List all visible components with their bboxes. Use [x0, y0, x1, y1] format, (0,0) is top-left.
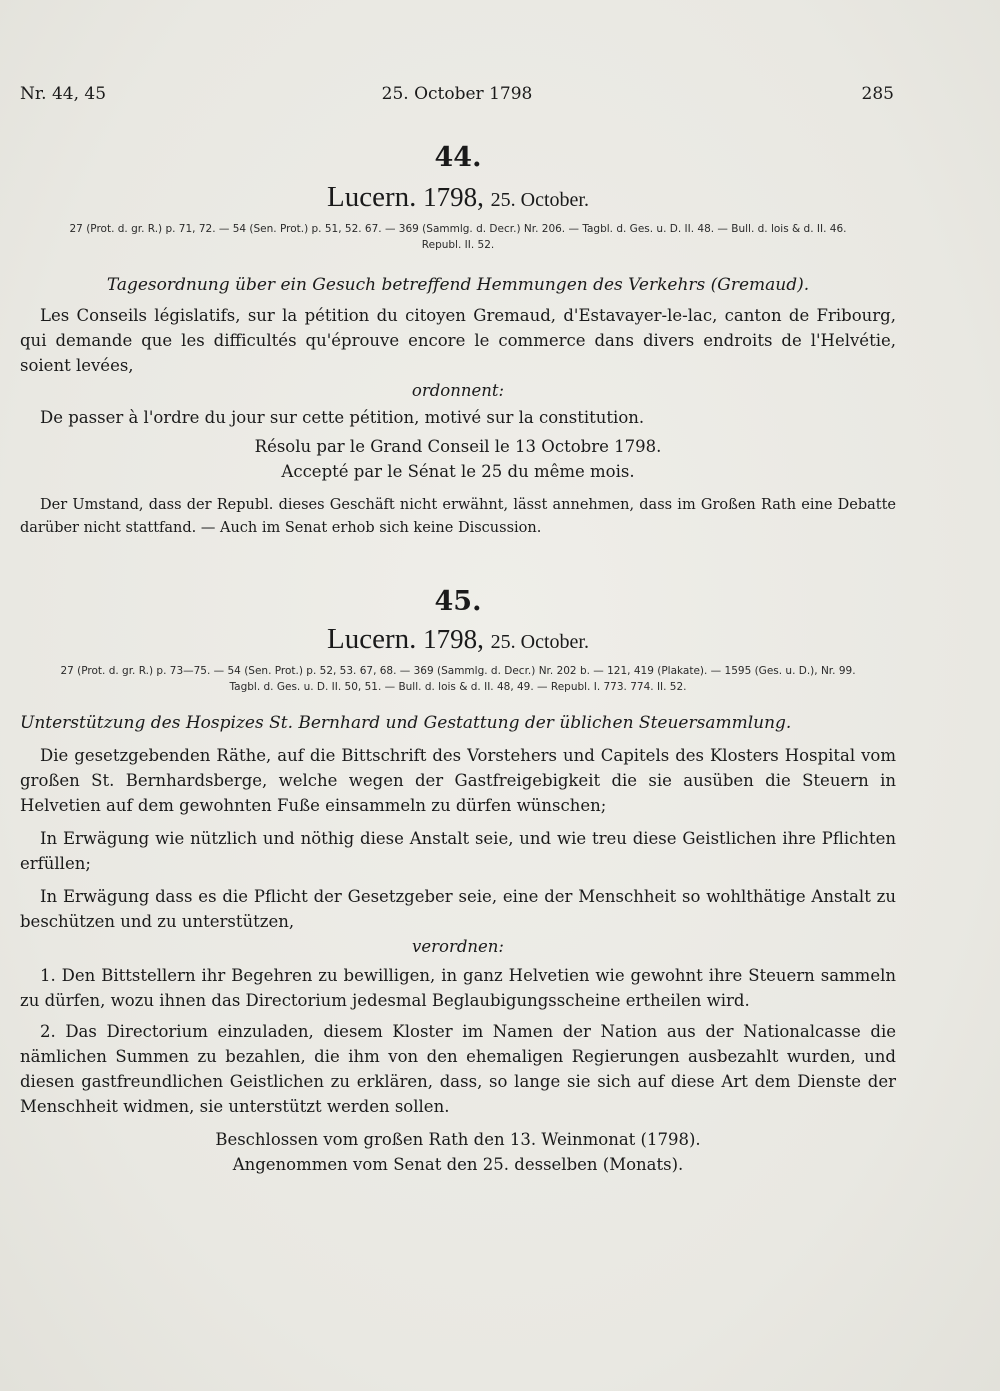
- document-subject: Tagesordnung über ein Gesuch betreffend Hemmungen des Verkehrs (Gremaud).: [106, 275, 810, 295]
- source-references: [20, 221, 896, 253]
- document-number: 44.: [434, 142, 482, 173]
- document-subject: Unterstützung des Hospizes St. Bernhard und Gestattung der üblichen Steuersammlung.: [20, 713, 792, 733]
- header-date: 25. October 1798: [381, 84, 533, 104]
- decree-item: 1. Den Bittstellern ihr Begehren zu bewilligen, in ganz Helvetien wie gewohnt ihre Steuern sammeln zu dürfen, wozu ihnen das Directorium jedesmal Beglaubigungsscheine ertheilen wird.: [20, 966, 896, 1010]
- references-line: Tagbl. d. Ges. u. D. II. 50, 51. — Bull. d. lois & d. II. 48, 49. — Republ. I. 773. 774. II. 52.: [229, 681, 687, 693]
- header-document-numbers: Nr. 44, 45: [20, 84, 107, 104]
- header-page-number: 285: [861, 84, 894, 104]
- title-date: 25. October.: [490, 189, 589, 211]
- title-date: 25. October.: [490, 631, 589, 653]
- references-line: 27 (Prot. d. gr. R.) p. 73—75. — 54 (Sen. Prot.) p. 52, 53. 67, 68. — 369 (Sammlg. d. Decr.) Nr. 202 b. — 121, 419 (Plakate). — 1595 (Ges. u. D.), Nr. 99.: [60, 665, 856, 677]
- body-paragraph: Die gesetzgebenden Räthe, auf die Bittschrift des Vorstehers und Capitels des Klosters Hospital vom großen St. Bernhardsberge, welche wegen der Gastfreigebigkeit die sie ausüben die Steuern in Helvetien auf dem gewohnten Fuße einsammeln zu dürfen wünschen;: [20, 746, 896, 815]
- decree-keyword: ordonnent:: [411, 381, 505, 400]
- body-paragraph: Les Conseils législatifs, sur la pétition du citoyen Gremaud, d'Estavayer-le-lac, canton de Fribourg, qui demande que les difficultés qu'éprouve encore le commerce dans divers endroits de l'Helvétie, soient levées,: [20, 306, 896, 375]
- source-references: [20, 663, 896, 695]
- references-line: Republ. II. 52.: [421, 239, 495, 251]
- document-title: [20, 180, 896, 217]
- title-year: 1798,: [423, 182, 484, 212]
- acceptance-line: Accepté par le Sénat le 25 du même mois.: [281, 462, 635, 481]
- references-line: 27 (Prot. d. gr. R.) p. 71, 72. — 54 (Sen. Prot.) p. 51, 52. 67. — 369 (Sammlg. d. Decr.) Nr. 206. — Tagbl. d. Ges. u. D. II. 48. — Bull. d. lois & d. II. 46.: [69, 223, 847, 235]
- decree-item: 2. Das Directorium einzuladen, diesem Kloster im Namen der Nation aus der Nationalcasse die nämlichen Summen zu bezahlen, die ihm von den ehemaligen Regierungen ausbezahlt wurden, und diesen gastfreundlichen Geistlichen zu erklären, dass, so lange sie sich auf diese Art dem Dienste der Menschheit widmen, sie unterstützt werden sollen.: [20, 1022, 896, 1116]
- editorial-note: Der Umstand, dass der Republ. dieses Geschäft nicht erwähnt, lässt annehmen, dass im Großen Rath eine Debatte darüber nicht stattfand. — Auch im Senat erhob sich keine Discussion.: [20, 497, 896, 536]
- title-city: Lucern.: [327, 623, 417, 655]
- document-title: [20, 622, 896, 659]
- title-city: Lucern.: [327, 181, 417, 213]
- resolution-line: Résolu par le Grand Conseil le 13 Octobre 1798.: [254, 437, 662, 456]
- acceptance-line: Angenommen vom Senat den 25. desselben (Monats).: [232, 1155, 684, 1174]
- document-45: [20, 586, 896, 1177]
- body-paragraph: De passer à l'ordre du jour sur cette pétition, motivé sur la constitution.: [40, 408, 645, 427]
- resolution-line: Beschlossen vom großen Rath den 13. Weinmonat (1798).: [215, 1130, 701, 1149]
- body-paragraph: In Erwägung wie nützlich und nöthig diese Anstalt seie, und wie treu diese Geistlichen ihre Pflichten erfüllen;: [20, 829, 896, 873]
- body-paragraph: In Erwägung dass es die Pflicht der Gesetzgeber seie, eine der Menschheit so wohlthätige Anstalt zu beschützen und zu unterstützen,: [20, 887, 896, 931]
- title-year: 1798,: [423, 624, 484, 654]
- decree-keyword: verordnen:: [412, 937, 504, 956]
- page-header: [20, 84, 894, 108]
- document-44: [20, 142, 896, 540]
- document-number: 45.: [434, 586, 482, 617]
